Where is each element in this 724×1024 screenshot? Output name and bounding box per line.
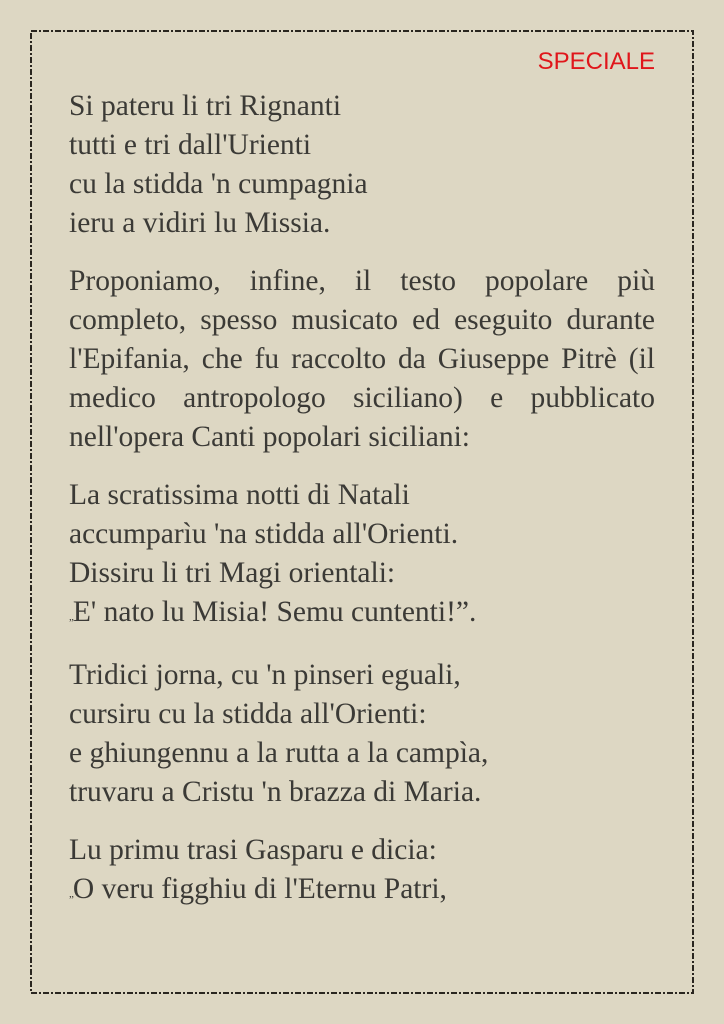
poem-line: Si pateru li tri Rignanti [69,90,342,122]
poem-line: truvaru a Cristu 'n brazza di Maria. [69,776,482,808]
article-body [69,87,655,933]
poem-line-quoted [69,870,655,914]
poem-line-quoted [69,593,655,637]
poem-line: cursiru cu la stidda all'Orienti: [69,698,427,730]
intro-paragraph: Proponiamo, infine, il testo popolare più completo, spesso musicato ed eseguito durante l'Epifania, che fu raccolto da Giuseppe Pitrè (il medico antropologo siciliano) e pubblicato nell'opera Canti popolari siciliani: [69,265,655,453]
poem-line: accumparìu 'na stidda all'Orienti. [69,518,459,550]
poem-stanza-3 [69,656,655,812]
quoted-text: E' nato lu Misia! Semu cuntenti!”. [72,596,477,628]
poem-line: Lu primu trasi Gasparu e dicia: [69,834,437,866]
poem-stanza-1 [69,87,655,243]
poem-stanza-4 [69,831,655,914]
poem-stanza-2 [69,476,655,637]
poem-line: cu la stidda 'n cumpagnia [69,168,368,200]
opening-quote-mark: „ [69,611,73,623]
poem-line: e ghiungennu a la rutta a la campìa, [69,737,489,769]
poem-line: Dissiru li tri Magi orientali: [69,557,396,589]
opening-quote-mark: „ [69,888,73,900]
poem-line: tutti e tri dall'Urienti [69,129,312,161]
poem-line: ieru a vidiri lu Missia. [69,207,331,239]
quoted-text: O veru figghiu di l'Eternu Patri, [72,873,447,905]
poem-line: Tridici jorna, cu 'n pinseri eguali, [69,659,461,691]
section-badge-speciale: SPECIALE [537,48,655,75]
poem-line: La scratissima notti di Natali [69,479,410,511]
